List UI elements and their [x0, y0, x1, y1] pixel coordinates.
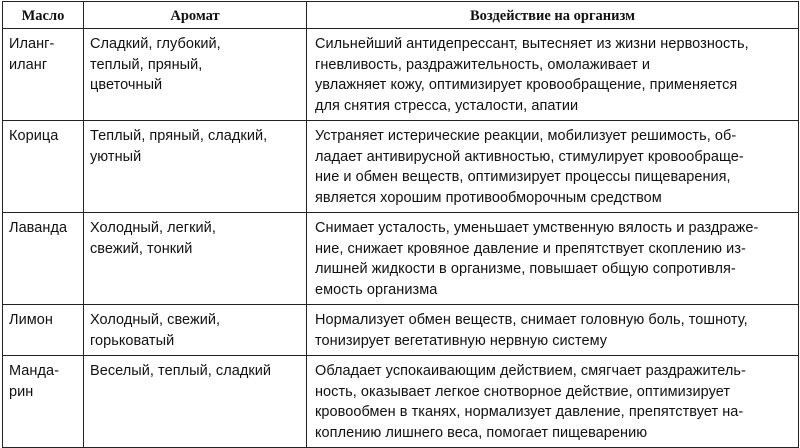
oil-name: Лаванда [3, 213, 84, 305]
table-row [3, 121, 799, 213]
oil-effect: Снимает усталость, уменьшает умственную вялость и раздраже- ние, снижает кровяное давление и препятствует скоплению из- лишней жидкости в организме, повышает общую сопротивля- емость организма [307, 213, 799, 305]
header-aroma: Аромат [84, 2, 307, 29]
oil-name: Корица [3, 121, 84, 213]
table-row [3, 356, 799, 448]
table-row [3, 213, 799, 305]
oils-table-container [2, 1, 798, 441]
essential-oils-table [2, 1, 799, 448]
header-effect: Воздействие на организм [307, 2, 799, 29]
oil-effect: Нормализует обмен веществ, снимает головную боль, тошноту, тонизирует вегетативную нервную систему [307, 305, 799, 356]
oil-aroma: Теплый, пряный, сладкий, уютный [84, 121, 307, 213]
oil-name: Манда- рин [3, 356, 84, 448]
oil-effect: Обладает успокаивающим действием, смягчает раздражитель- ность, оказывает легкое снотворное действие, оптимизирует кровообмен в тканях, нормализует давление, препятствует на- коплению лишнего веса, помогает пищеварению [307, 356, 799, 448]
table-row [3, 305, 799, 356]
header-oil: Масло [3, 2, 84, 29]
oil-aroma: Холодный, свежий, горьковатый [84, 305, 307, 356]
oil-aroma: Холодный, легкий, свежий, тонкий [84, 213, 307, 305]
oil-aroma: Сладкий, глубокий, теплый, пряный, цветочный [84, 29, 307, 121]
oil-effect: Устраняет истерические реакции, мобилизует решимость, об- ладает антивирусной активностью, стимулирует кровообраще- ние и обмен веществ, оптимизирует процессы пищеварения, является хорошим противообморочным средством [307, 121, 799, 213]
oil-aroma: Веселый, теплый, сладкий [84, 356, 307, 448]
oil-effect: Сильнейший антидепрессант, вытесняет из жизни нервозность, гневливость, раздражительность, омолаживает и увлажняет кожу, оптимизирует кровообращение, применяется для снятия стресса, усталости, апатии [307, 29, 799, 121]
table-row [3, 29, 799, 121]
table-header-row [3, 2, 799, 29]
oil-name: Лимон [3, 305, 84, 356]
oil-name: Иланг- иланг [3, 29, 84, 121]
